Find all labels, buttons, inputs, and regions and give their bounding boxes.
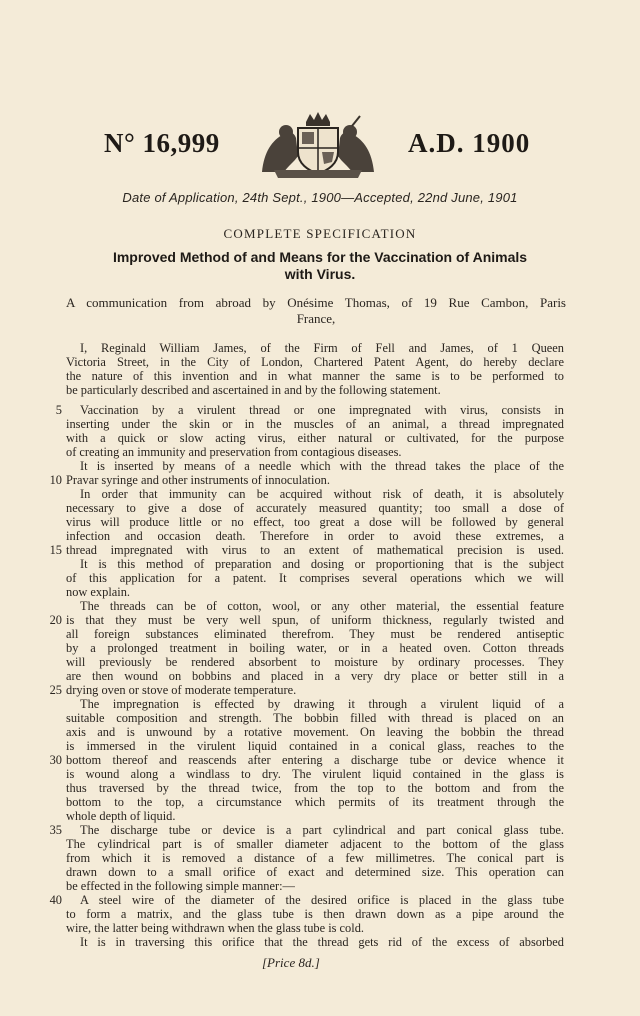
line-number: 40 bbox=[49, 893, 62, 907]
body-line: Victoria Street, in the City of London, Chartered Patent Agent, do hereby declare bbox=[66, 355, 564, 369]
application-date-line: Date of Application, 24th Sept., 1900—Accepted, 22nd June, 1901 bbox=[122, 190, 518, 205]
body-line: of this application for a patent. It comprises several operations which we will bbox=[66, 571, 564, 585]
royal-coat-of-arms-icon bbox=[254, 112, 382, 178]
body-line: drying oven or stove of moderate temperature. bbox=[66, 683, 297, 697]
body-line: by a prolonged treatment in boiling water, or in a heated oven. Cotton threads bbox=[66, 641, 564, 655]
body-line: all foreign substances eliminated therefrom. They must be rendered antiseptic bbox=[66, 627, 564, 641]
body-line: necessary to give a dose of accurately measured quantity; too small a dose of bbox=[66, 501, 564, 515]
body-line: Pravar syringe and other instruments of innoculation. bbox=[66, 473, 330, 487]
body-line: In order that immunity can be acquired without risk of death, it is absolutely bbox=[80, 487, 564, 501]
body-line: from which it is removed a distance of a few millimetres. The conical part is bbox=[66, 851, 564, 865]
body-line: The cylindrical part is of smaller diameter adjacent to the bottom of the glass bbox=[66, 837, 564, 851]
body-line: A steel wire of the diameter of the desired orifice is placed in the glass tube bbox=[80, 893, 564, 907]
line-number: 20 bbox=[49, 613, 62, 627]
line-number: 30 bbox=[49, 753, 62, 767]
body-line: wire, the latter being withdrawn when the glass tube is cold. bbox=[66, 921, 364, 935]
body-line: thread impregnated with virus to an extent of mathematical precision is used. bbox=[66, 543, 564, 557]
body-line: of creating an immunity and preservation from contagious diseases. bbox=[66, 445, 402, 459]
body-line: The threads can be of cotton, wool, or any other material, the essential feature bbox=[80, 599, 564, 613]
body-line: be particularly described and ascertained in and by the following statement. bbox=[66, 383, 441, 397]
body-line: I, Reginald William James, of the Firm of Fell and James, of 1 Queen bbox=[80, 341, 564, 355]
line-number: 10 bbox=[49, 473, 62, 487]
body-line: infection and occasion death. Therefore in order to avoid these extremes, a bbox=[66, 529, 564, 543]
body-line: will previously be rendered absorbent to moisture by ordinary processes. They bbox=[66, 655, 564, 669]
line-number: 15 bbox=[49, 543, 62, 557]
body-line: is wound along a windlass to dry. The virulent liquid contained in the glass is bbox=[66, 767, 564, 781]
body-line: Vaccination by a virulent thread or one impregnated with virus, consists in bbox=[80, 403, 564, 417]
line-number: 25 bbox=[49, 683, 62, 697]
body-line: axis and is unwound by a rotative movement. On leaving the bobbin the thread bbox=[66, 725, 564, 739]
body-line: is immersed in the virulent liquid contained in a conical glass, reaches to the bbox=[66, 739, 564, 753]
body-line: to form a matrix, and the glass tube is then drawn down as a pipe around the bbox=[66, 907, 564, 921]
communication-line-1: A communication from abroad by Onésime Thomas, of 19 Rue Cambon, Paris bbox=[66, 295, 566, 310]
body-line: The discharge tube or device is a part cylindrical and part conical glass tube. bbox=[80, 823, 564, 837]
body-line: whole depth of liquid. bbox=[66, 809, 176, 823]
body-line: with a quick or slow acting virus, either natural or cultivated, for the purpose bbox=[66, 431, 564, 445]
patent-number: N° 16,999 bbox=[104, 128, 220, 158]
body-line: be effected in the following simple manner:— bbox=[66, 879, 295, 893]
body-line: bottom to the top, a circumstance which permits of its treatment through the bbox=[66, 795, 564, 809]
body-line: the nature of this invention and in what manner the same is to be performed to bbox=[66, 369, 564, 383]
price-note: [Price 8d.] bbox=[262, 955, 320, 970]
body-line: It is this method of preparation and dosing or proportioning that is the subject bbox=[80, 557, 564, 571]
body-line: suitable composition and strength. The bobbin filled with thread is placed on an bbox=[66, 711, 564, 725]
body-line: virus will produce little or no effect, too great a dose will be followed by general bbox=[66, 515, 564, 529]
patent-year: A.D. 1900 bbox=[408, 128, 531, 158]
body-line: are then wound on bobbins and placed in a very dry place or better still in a bbox=[66, 669, 564, 683]
body-line: bottom thereof and reascends after entering a discharge tube or device whence it bbox=[66, 753, 564, 767]
body-line: drawn down to a small orifice of exact and determined size. This operation can bbox=[66, 865, 564, 879]
body-line: is that they must be very well spun, of uniform thickness, regularly twisted and bbox=[66, 613, 564, 627]
communication-line-2: France, bbox=[296, 311, 336, 326]
line-number: 5 bbox=[55, 403, 62, 417]
communication-note bbox=[66, 295, 566, 327]
body-line: The impregnation is effected by drawing it through a virulent liquid of a bbox=[80, 697, 564, 711]
specification-heading: COMPLETE SPECIFICATION bbox=[223, 226, 417, 241]
body-line: It is inserted by means of a needle which with the thread takes the place of the bbox=[80, 459, 564, 473]
body-line: inserting under the skin or in the muscles of an animal, a thread impregnated bbox=[66, 417, 564, 431]
invention-title bbox=[70, 249, 570, 283]
body-line: It is in traversing this orifice that the thread gets rid of the excess of absorbed bbox=[80, 935, 564, 949]
invention-title-line-1: Improved Method of and Means for the Vaccination of Animals bbox=[112, 249, 528, 265]
body-line: thus traversed by the thread twice, from the top to the bottom and from the bbox=[66, 781, 564, 795]
line-number: 35 bbox=[49, 823, 62, 837]
invention-title-line-2: with Virus. bbox=[284, 266, 356, 282]
body-line: now explain. bbox=[66, 585, 131, 599]
